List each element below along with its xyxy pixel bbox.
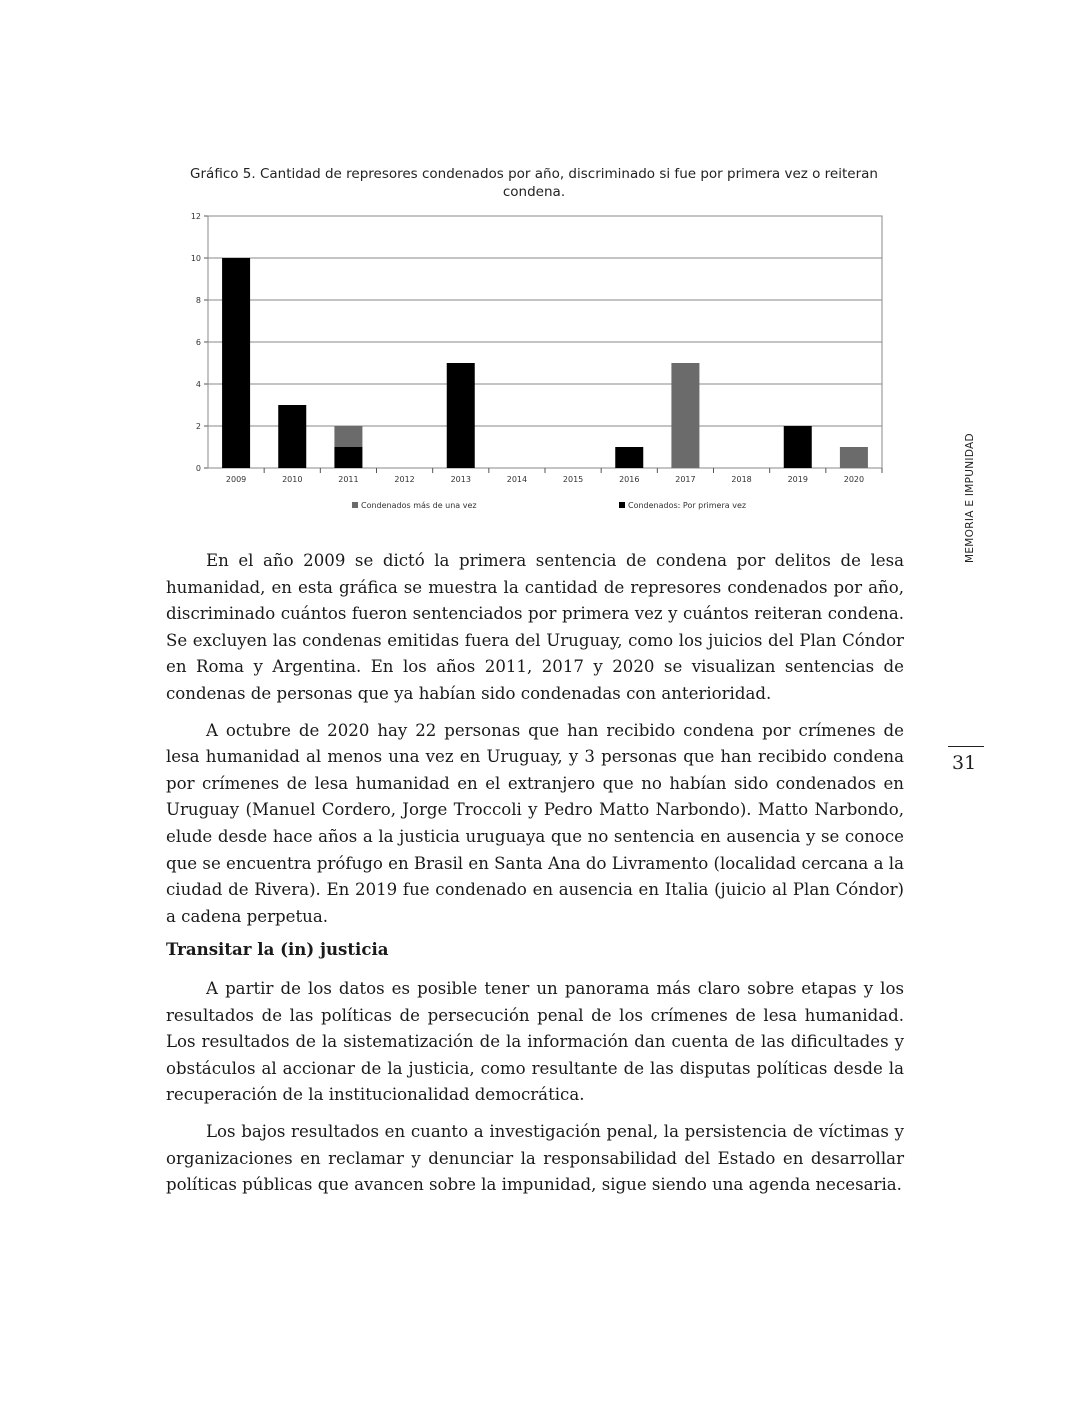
paragraph: En el año 2009 se dictó la primera sentencia de condena por delitos de lesa humanidad, en esta gráfica se muestra la cantidad de represores condenados por año, discriminado cuántos fueron sentenciados por primera vez y cuántos reiteran condena. Se excluyen las condenas emitidas fuera del Uruguay, como los juicios del Plan Cóndor en Roma y Argentina. En los años 2011, 2017 y 2020 se visualizan sentencias de condenas de personas que ya habían sido condenadas con anterioridad.	[166, 551, 904, 703]
page-number: 31	[952, 752, 977, 774]
y-tick-label: 0	[195, 464, 201, 473]
paragraph: A partir de los datos es posible tener un panorama más claro sobre etapas y los resultados de las políticas de persecución penal de los crímenes de lesa humanidad. Los resultados de la sistematización de la información dan cuenta de las dificultades y obstáculos al accionar de la justicia, como resultante de las disputas políticas desde la recuperación de la institucionalidad democrática.	[166, 979, 904, 1105]
paragraph: Los bajos resultados en cuanto a investigación penal, la persistencia de víctimas y organizaciones en reclamar y denunciar la responsabilidad del Estado en desarrollar políticas públicas que avancen sobre la impunidad, sigue siendo una agenda necesaria.	[166, 1121, 904, 1195]
figure-caption: Gráfico 5. Cantidad de represores condenados por año, discriminado si fue por primera vez o reiteran condena.	[190, 166, 878, 200]
x-tick-label: 2019	[787, 475, 808, 484]
bar-primera-vez	[447, 363, 475, 468]
bar-primera-vez	[334, 447, 362, 468]
y-tick-label: 12	[190, 212, 201, 221]
x-tick-label: 2016	[619, 475, 640, 484]
bar-primera-vez	[222, 258, 250, 468]
x-tick-label: 2018	[731, 475, 752, 484]
x-tick-label: 2015	[562, 475, 584, 484]
legend-label: Condenados más de una vez	[361, 501, 477, 510]
bar-mas-de-una-vez	[840, 447, 868, 468]
paragraph: A octubre de 2020 hay 22 personas que han recibido condena por crímenes de lesa humanidad al menos una vez en Uruguay, y 3 personas que han recibido condena por crímenes de lesa humanidad en el extranjero que no habían sido condenados en Uruguay (Manuel Cordero, Jorge Troccoli y Pedro Matto Narbondo). Matto Narbondo, elude desde hace años a la justicia uruguaya que no sentencia en ausencia y se conoce que se encuentra prófugo en Brasil en Santa Ana do Livramento (localidad cercana a la ciudad de Rivera). En 2019 fue condenado en ausencia en Italia (juicio al Plan Cóndor) a cadena perpetua.	[166, 720, 904, 926]
section-heading: Transitar la (in) justicia	[166, 939, 389, 959]
x-tick-label: 2014	[506, 475, 528, 484]
bar-mas-de-una-vez	[671, 363, 699, 468]
x-tick-label: 2010	[282, 475, 303, 484]
bar-primera-vez	[615, 447, 643, 468]
running-title: MEMORIA E IMPUNIDAD	[964, 433, 976, 563]
x-tick-label: 2017	[675, 475, 696, 484]
body-text-top	[166, 548, 904, 940]
bar-mas-de-una-vez	[334, 426, 362, 447]
x-tick-label: 2011	[338, 475, 359, 484]
legend-label: Condenados: Por primera vez	[628, 501, 747, 510]
page-number-rule	[948, 746, 984, 747]
bar-primera-vez	[784, 426, 812, 468]
y-tick-label: 6	[195, 338, 201, 347]
body-text-bottom	[166, 976, 904, 1209]
legend-swatch	[619, 502, 625, 508]
bar-chart	[170, 210, 890, 520]
y-tick-label: 8	[195, 296, 201, 305]
x-tick-label: 2009	[225, 475, 247, 484]
x-tick-label: 2012	[394, 475, 415, 484]
legend-swatch	[352, 502, 358, 508]
y-tick-label: 4	[195, 380, 201, 389]
y-tick-label: 10	[190, 254, 201, 263]
y-tick-label: 2	[195, 422, 201, 431]
x-tick-label: 2020	[843, 475, 865, 484]
bar-primera-vez	[278, 405, 306, 468]
x-tick-label: 2013	[450, 475, 471, 484]
